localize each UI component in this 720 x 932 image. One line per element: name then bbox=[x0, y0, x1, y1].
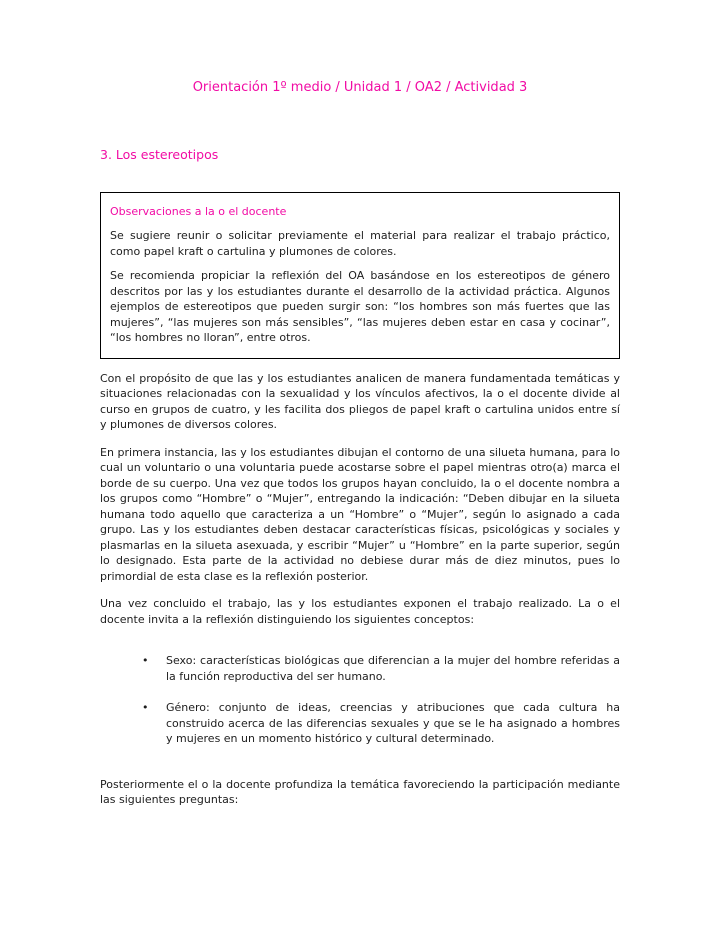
breadcrumb: Orientación 1º medio / Unidad 1 / OA2 / Actividad 3 bbox=[192, 80, 528, 95]
body-paragraph: Una vez concluido el trabajo, las y los estudiantes exponen el trabajo realizado. La o el docente invita a la reflexión distinguiendo los siguientes conceptos: bbox=[100, 597, 620, 626]
list-item bbox=[142, 653, 620, 684]
body-paragraph: En primera instancia, las y los estudiantes dibujan el contorno de una silueta humana, para lo cual un voluntario o una voluntaria puede acostarse sobre el papel mientras otro(a) marca el borde de su cuerpo. Una vez que todos los grupos hayan concluido, la o el docente nombra a los grupos como “Hombre” o “Mujer”, entregando la indicación: “Deben dibujar en la silueta humana todo aquello que caracteriza a un “Hombre” o “Mujer”, según lo asignado a cada grupo. Las y los estudiantes deben destacar características físicas, psicológicas y sociales y plasmarlas en la silueta asexuada, y escribir “Mujer” u “Hombre” en la parte superior, según lo designado. Esta parte de la actividad no debiese durar más de diez minutos, pues lo primordial de esta clase es la reflexión posterior. bbox=[100, 445, 620, 583]
bullet-icon: • bbox=[142, 701, 149, 714]
document-content bbox=[0, 80, 720, 808]
observations-paragraph: Se sugiere reunir o solicitar previamente el material para realizar el trabajo práctico, como papel kraft o cartulina y plumones de colores. bbox=[110, 229, 610, 258]
concepts-list bbox=[100, 653, 620, 747]
bullet-icon: • bbox=[142, 654, 149, 667]
list-item-text: Sexo: características biológicas que diferencian a la mujer del hombre referidas a la función reproductiva del ser humano. bbox=[166, 654, 620, 683]
closing-paragraph: Posteriormente el o la docente profundiza la temática favoreciendo la participación mediante las siguientes preguntas: bbox=[100, 777, 620, 806]
list-item-text: Género: conjunto de ideas, creencias y atribuciones que cada cultura ha construido acerca de las diferencias sexuales y que se le ha asignado a hombres y mujeres en un momento histórico y cultural determinado. bbox=[166, 701, 620, 745]
observations-box-title: Observaciones a la o el docente bbox=[110, 205, 287, 218]
observations-paragraph: Se recomienda propiciar la reflexión del OA basándose en los estereotipos de género descritos por las y los estudiantes durante el desarrollo de la actividad práctica. Algunos ejemplos de estereotipos que pueden surgir son: “los hombres son más fuertes que las mujeres”, “las mujeres son más sensibles”, “las mujeres deben estar en casa y cocinar”, “los hombres no lloran”, entre otros. bbox=[110, 269, 610, 344]
body-paragraph: Con el propósito de que las y los estudiantes analicen de manera fundamentada temáticas y situaciones relacionadas con la sexualidad y los vínculos afectivos, la o el docente divide al curso en grupos de cuatro, y les facilita dos pliegos de papel kraft o cartulina unidos entre sí y plumones de diversos colores. bbox=[100, 371, 620, 431]
section-title: 3. Los estereotipos bbox=[100, 147, 219, 162]
list-item bbox=[142, 700, 620, 747]
teacher-observations-box bbox=[100, 192, 620, 359]
